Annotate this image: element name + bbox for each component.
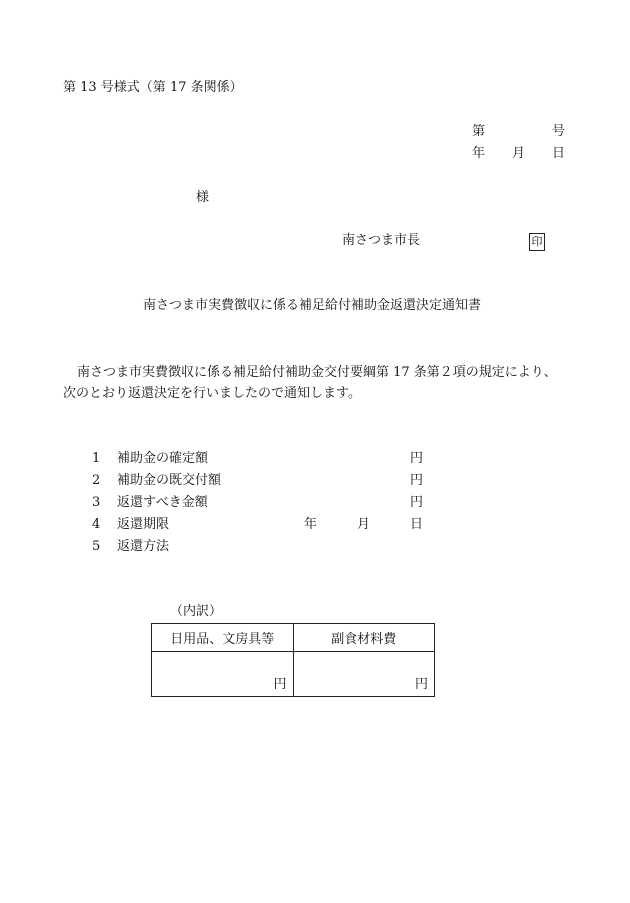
amount-cell: [293, 652, 435, 697]
item-number: 4: [92, 517, 101, 532]
doc-date-year: 年: [472, 146, 486, 161]
deadline-year: 年: [304, 517, 318, 532]
amount-unit: 円: [273, 677, 287, 692]
body-line-1: 南さつま市実費徴収に係る補足給付補助金交付要綱第 17 条第２項の規定により、: [77, 365, 557, 380]
amount-unit: 円: [414, 677, 428, 692]
item-label: 返還期限: [117, 517, 170, 532]
seal-mark: 印: [529, 233, 545, 251]
column-header: 日用品、文房具等: [152, 624, 294, 652]
doc-date-day: 日: [552, 146, 566, 161]
breakdown-table: [151, 623, 435, 697]
body-line-2: 次のとおり返還決定を行いましたので通知します。: [63, 386, 361, 401]
item-unit: 円: [410, 451, 424, 466]
item-label: 補助金の確定額: [117, 451, 209, 466]
column-header: 副食材料費: [293, 624, 435, 652]
item-number: 1: [92, 451, 101, 466]
item-number: 3: [92, 495, 101, 510]
doc-date-month: 月: [512, 146, 526, 161]
issuer-name: 南さつま市長: [342, 233, 421, 248]
item-unit: 円: [410, 473, 424, 488]
amount-cell: [152, 652, 294, 697]
table-row: [152, 652, 435, 697]
item-number: 2: [92, 473, 101, 488]
item-number: 5: [92, 539, 101, 554]
item-label: 返還すべき金額: [117, 495, 208, 510]
item-unit: 円: [410, 495, 424, 510]
item-label: 返還方法: [117, 539, 170, 554]
item-label: 補助金の既交付額: [117, 473, 222, 488]
form-header: 第 13 号様式（第 17 条関係）: [63, 80, 243, 95]
deadline-month: 月: [357, 517, 371, 532]
recipient-suffix: 様: [196, 190, 210, 205]
table-header-row: [152, 624, 435, 652]
document-title: 南さつま市実費徴収に係る補足給付補助金返還決定通知書: [143, 298, 482, 313]
deadline-day: 日: [410, 517, 424, 532]
breakdown-caption: （内訳）: [170, 604, 223, 619]
doc-number-prefix: 第: [472, 124, 486, 139]
doc-number-suffix: 号: [552, 124, 566, 139]
